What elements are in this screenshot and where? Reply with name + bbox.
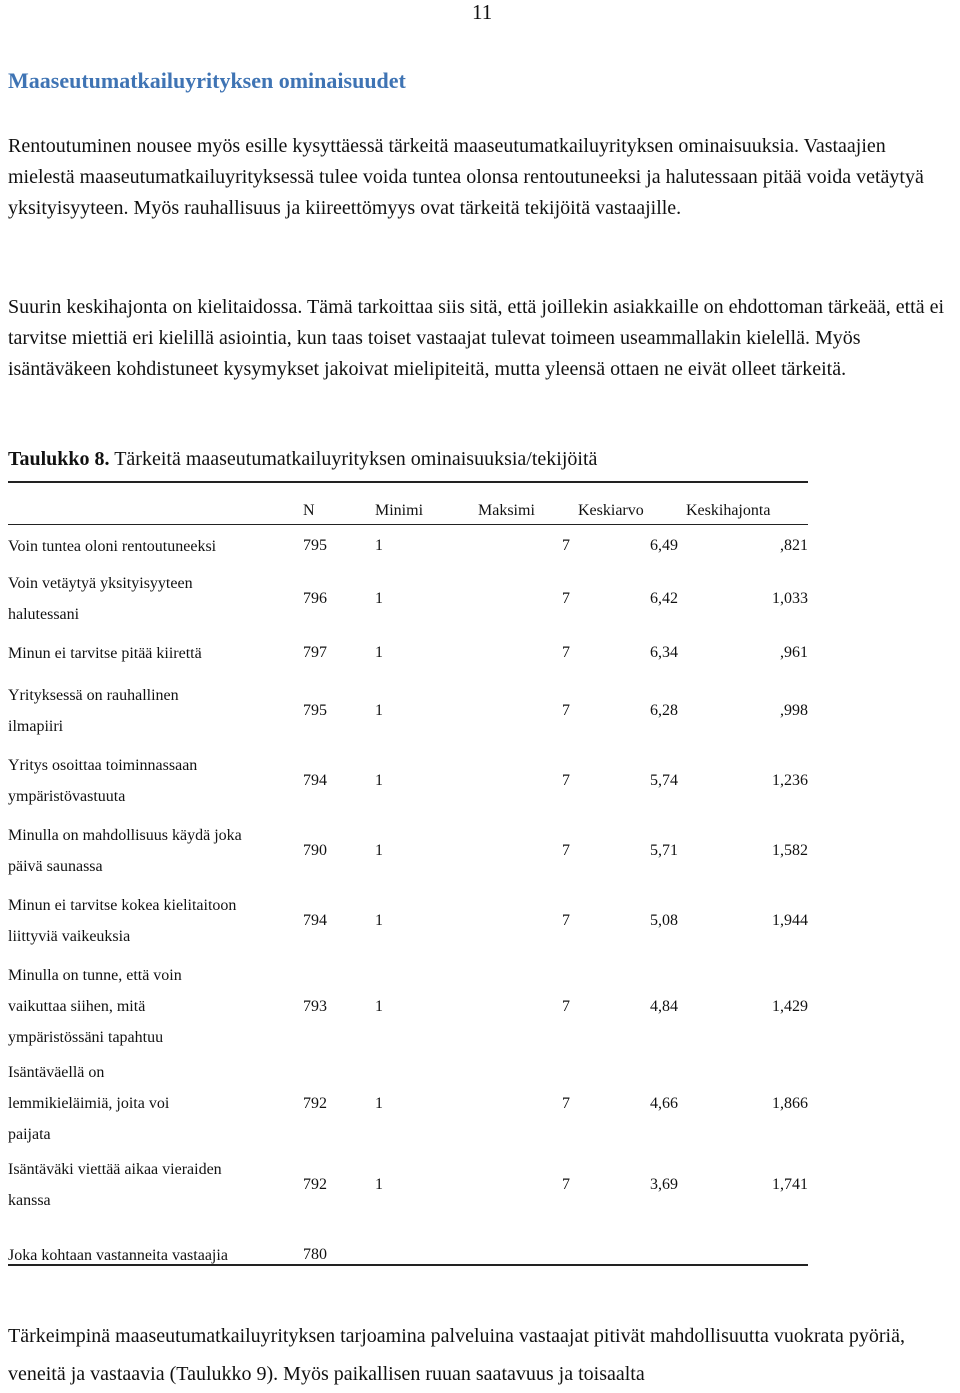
cell-maksimi: 7: [562, 590, 570, 607]
header-minimi: Minimi: [375, 501, 424, 519]
cell-maksimi: 7: [562, 842, 570, 859]
table-row: [8, 524, 808, 568]
row-label-text: Minulla on mahdollisuus käydä joka päivä saunassa: [8, 827, 242, 875]
cell-maksimi: 7: [562, 1176, 570, 1193]
row-label: [8, 956, 303, 1057]
row-label-text: Minun ei tarvitse kokea kielitaitoon liittyviä vaikeuksia: [8, 897, 237, 945]
cell-keskiarvo: 6,34: [650, 644, 678, 661]
cell-minimi: 1: [375, 842, 383, 859]
row-label: [8, 886, 303, 956]
header-label: [8, 497, 303, 524]
row-label-text: Isäntäväki viettää aikaa vieraiden kanssa: [8, 1161, 222, 1209]
cell-keskiarvo: 6,49: [650, 537, 678, 554]
paragraph-2: Suurin keskihajonta on kielitaidossa. Tämä tarkoittaa siis sitä, että joillekin asiakkaille on ehdottoman tärkeää, että ei tarvitse miettiä eri kielillä asiointia, kun taas toiset vastaajat tulevat toimeen useammallakin kielellä. Myös isäntäväkeen kohdistuneet kysymykset jakoivat mielipiteitä, mutta yleensä ottaen ne eivät olleet tärkeitä.: [8, 296, 945, 380]
table-row: [8, 1057, 808, 1150]
cell-keskihajonta: 1,944: [772, 912, 808, 929]
cell-minimi: 1: [375, 1094, 383, 1112]
cell-n: 792: [303, 1094, 327, 1112]
cell-maksimi: 7: [562, 997, 570, 1015]
cell-n: 795: [303, 702, 327, 719]
row-label: [8, 524, 303, 568]
row-label-text: Joka kohtaan vastanneita vastaajia: [8, 1246, 228, 1264]
table-row: [8, 676, 808, 746]
table-caption: [8, 448, 597, 471]
cell-n: 780: [303, 1246, 327, 1263]
section-heading: Maaseutumatkailuyrityksen ominaisuudet: [8, 68, 406, 93]
table-body: [8, 524, 808, 1290]
cell-keskihajonta: ,998: [780, 702, 808, 719]
cell-minimi: 1: [375, 644, 383, 661]
table-row: [8, 956, 808, 1057]
paragraph-1: Rentoutuminen nousee myös esille kysyttäessä tärkeitä maaseutumatkailuyrityksen ominaisuuksia. Vastaajien mielestä maaseutumatkailuyrityksessä tulee voida tuntea olonsa rentoutuneeksi ja halutessaan pitää voida vetäytyä yksityisyyteen. Myös rauhallisuus ja kiireettömyys ovat tärkeitä tekijöitä vastaajille.: [8, 135, 924, 219]
cell-keskiarvo: 6,42: [650, 590, 678, 607]
table-row: [8, 1150, 808, 1220]
row-label: [8, 568, 303, 630]
table-caption-label: Taulukko 8.: [8, 448, 110, 470]
cell-keskiarvo: 6,28: [650, 702, 678, 719]
cell-n: 792: [303, 1176, 327, 1193]
table-row: [8, 746, 808, 816]
cell-minimi: 1: [375, 590, 383, 607]
table-header-row: [8, 497, 808, 524]
cell-maksimi: 7: [562, 537, 570, 554]
cell-keskiarvo: 3,69: [650, 1176, 678, 1193]
cell-minimi: 1: [375, 537, 383, 554]
table-caption-text: Tärkeitä maaseutumatkailuyrityksen ominaisuuksia/tekijöitä: [109, 448, 598, 470]
cell-n: 797: [303, 644, 327, 661]
row-label-text: Minun ei tarvitse pitää kiirettä: [8, 644, 202, 662]
statistics-table: [8, 497, 808, 1290]
table-top-rule: [8, 481, 808, 483]
cell-keskihajonta: ,961: [780, 644, 808, 661]
row-label-text: Minulla on tunne, että voin vaikuttaa siihen, mitä ympäristössäni tapahtuu: [8, 967, 182, 1046]
cell-maksimi: 7: [562, 1094, 570, 1112]
row-label-text: Yrityksessä on rauhallinen ilmapiiri: [8, 687, 179, 735]
cell-maksimi: [478, 1220, 578, 1290]
table-row: [8, 630, 808, 676]
closing-paragraph: Tärkeimpinä maaseutumatkailuyrityksen tarjoamina palveluina vastaajat pitivät mahdollisuutta vuokrata pyöriä, veneitä ja vastaavia (Taulukko 9). Myös paikallisen ruuan saatavuus ja toisaalta: [8, 1325, 905, 1385]
table-row: [8, 886, 808, 956]
cell-minimi: 1: [375, 912, 383, 929]
row-label: [8, 1150, 303, 1220]
row-label-text: Yritys osoittaa toiminnassaan ympäristövastuuta: [8, 757, 198, 805]
cell-minimi: 1: [375, 772, 383, 789]
table-row: [8, 1220, 808, 1290]
cell-keskihajonta: [686, 1220, 808, 1290]
row-label: [8, 1220, 303, 1290]
cell-keskiarvo: 5,08: [650, 912, 678, 929]
cell-n: 793: [303, 997, 327, 1015]
cell-minimi: 1: [375, 702, 383, 719]
header-keskiarvo: Keskiarvo: [578, 501, 644, 519]
cell-minimi: 1: [375, 997, 383, 1015]
header-keskihajonta: Keskihajonta: [686, 501, 771, 519]
cell-keskiarvo: 5,74: [650, 772, 678, 789]
cell-keskiarvo: 4,66: [650, 1094, 678, 1112]
header-maksimi: Maksimi: [478, 501, 535, 519]
table-row: [8, 816, 808, 886]
row-label: [8, 816, 303, 886]
row-label: [8, 676, 303, 746]
header-n: N: [303, 501, 315, 519]
cell-minimi: 1: [375, 1176, 383, 1193]
row-label-text: Isäntäväellä on lemmikieläimiä, joita voi paijata: [8, 1064, 170, 1143]
cell-keskiarvo: 4,84: [650, 997, 678, 1015]
cell-keskihajonta: 1,582: [772, 842, 808, 859]
row-label: [8, 746, 303, 816]
row-label-text: Voin vetäytyä yksityisyyteen halutessani: [8, 575, 193, 623]
cell-maksimi: 7: [562, 912, 570, 929]
row-label: [8, 1057, 303, 1150]
table-row: [8, 568, 808, 630]
cell-keskihajonta: 1,741: [772, 1176, 808, 1193]
cell-keskihajonta: 1,429: [772, 997, 808, 1015]
row-label-text: Voin tuntea oloni rentoutuneeksi: [8, 537, 217, 555]
cell-n: 794: [303, 772, 327, 789]
cell-keskihajonta: 1,866: [772, 1094, 808, 1112]
cell-maksimi: 7: [562, 702, 570, 719]
cell-n: 790: [303, 842, 327, 859]
cell-maksimi: 7: [562, 772, 570, 789]
cell-maksimi: 7: [562, 644, 570, 661]
cell-n: 794: [303, 912, 327, 929]
page-number: 11: [472, 0, 493, 24]
cell-keskiarvo: [578, 1220, 686, 1290]
cell-n: 795: [303, 537, 327, 554]
row-label: [8, 630, 303, 676]
cell-minimi: [375, 1220, 478, 1290]
cell-keskihajonta: 1,033: [772, 590, 808, 607]
cell-keskihajonta: 1,236: [772, 772, 808, 789]
cell-keskiarvo: 5,71: [650, 842, 678, 859]
cell-n: 796: [303, 590, 327, 607]
cell-keskihajonta: ,821: [780, 537, 808, 554]
